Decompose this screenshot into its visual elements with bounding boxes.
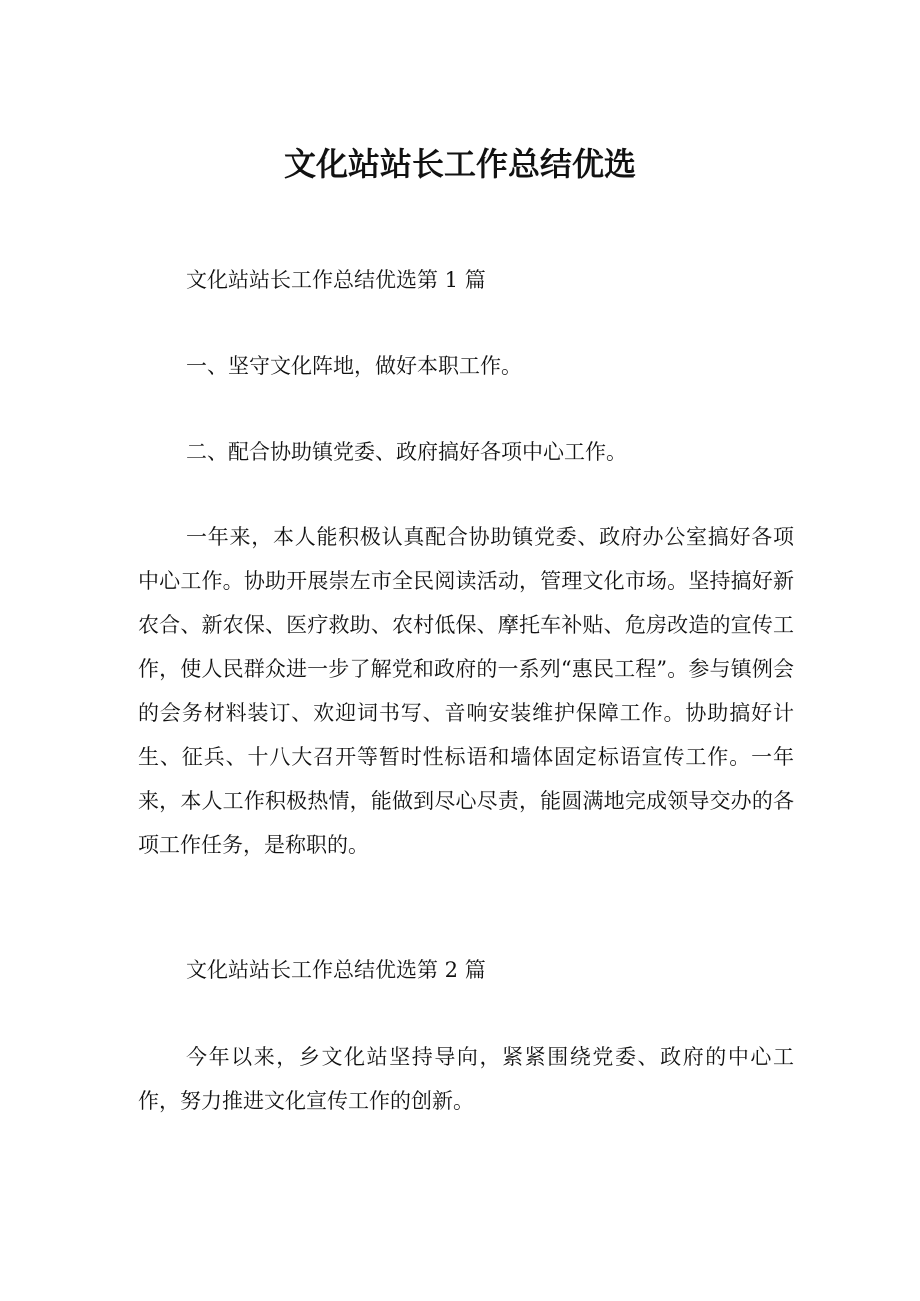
document-title: 文化站站长工作总结优选 [283, 145, 636, 184]
list-item-2: 二、配合协助镇党委、政府搞好各项中心工作。 [186, 440, 627, 464]
section-heading-2: 文化站站长工作总结优选第 2 篇 [186, 958, 486, 982]
list-item-1: 一、坚守文化阵地，做好本职工作。 [186, 354, 522, 378]
section-heading-1: 文化站站长工作总结优选第 1 篇 [186, 268, 486, 292]
body-paragraph-2: 今年以来，乡文化站坚持导向，紧紧围绕党委、政府的中心工作，努力推进文化宣传工作的创新。 [138, 1045, 794, 1113]
body-paragraph-1: 一年来，本人能积极认真配合协助镇党委、政府办公室搞好各项中心工作。协助开展崇左市全民阅读活动，管理文化市场。坚持搞好新农合、新农保、医疗救助、农村低保、摩托车补贴、危房改造的宣传工作，使人民群众进一步了解党和政府的一系列“惠民工程”。参与镇例会的会务材料装订、欢迎词书写、音响安装维护保障工作。协助搞好计生、征兵、十八大召开等暂时性标语和墙体固定标语宣传工作。一年来，本人工作积极热情，能做到尽心尽责，能圆满地完成领导交办的各项工作任务，是称职的。 [138, 525, 794, 857]
